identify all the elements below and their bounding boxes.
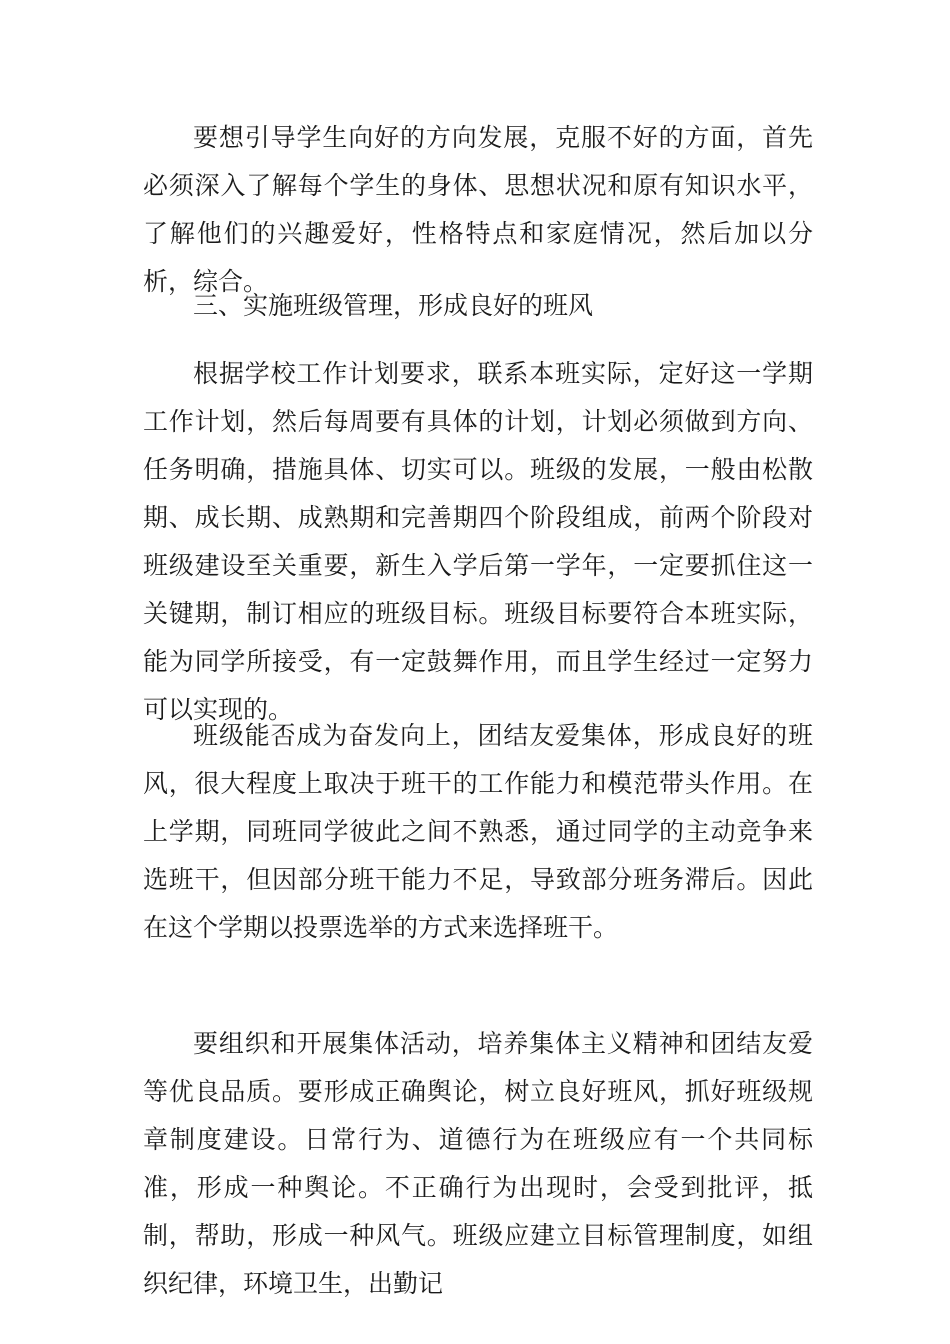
paragraph-work-plan: 根据学校工作计划要求，联系本班实际，定好这一学期工作计划，然后每周要有具体的计划，计划必须做到方向、任务明确，措施具体、切实可以。班级的发展，一般由松散期、成长期、成熟期和完善期四个阶段组成，前两个阶段对班级建设至关重要，新生入学后第一学年，一定要抓住这一关键期，制订相应的班级目标。班级目标要符合本班实际，能为同学所接受，有一定鼓舞作用，而且学生经过一定努力可以实现的。 xyxy=(143,359,813,724)
paragraph-collective-activities: 要组织和开展集体活动，培养集体主义精神和团结友爱等优良品质。要形成正确舆论，树立良好班风，抓好班级规章制度建设。日常行为、道德行为在班级应有一个共同标准，形成一种舆论。不正确行为出现时，会受到批评，抵制，帮助，形成一种风气。班级应建立目标管理制度，如组织纪律，环境卫生，出勤记 xyxy=(143,1029,813,1298)
paragraph-understand-students: 要想引导学生向好的方向发展，克服不好的方面，首先必须深入了解每个学生的身体、思想状况和原有知识水平，了解他们的兴趣爱好，性格特点和家庭情况，然后加以分析，综合。 xyxy=(143,123,813,296)
section-heading-class-management: 三、实施班级管理，形成良好的班风 xyxy=(193,291,594,320)
paragraph-class-cadres: 班级能否成为奋发向上，团结友爱集体，形成良好的班风，很大程度上取决于班干的工作能力和模范带头作用。在上学期，同班同学彼此之间不熟悉，通过同学的主动竞争来选班干，但因部分班干能力不足，导致部分班务滞后。因此在这个学期以投票选举的方式来选择班干。 xyxy=(143,721,813,942)
